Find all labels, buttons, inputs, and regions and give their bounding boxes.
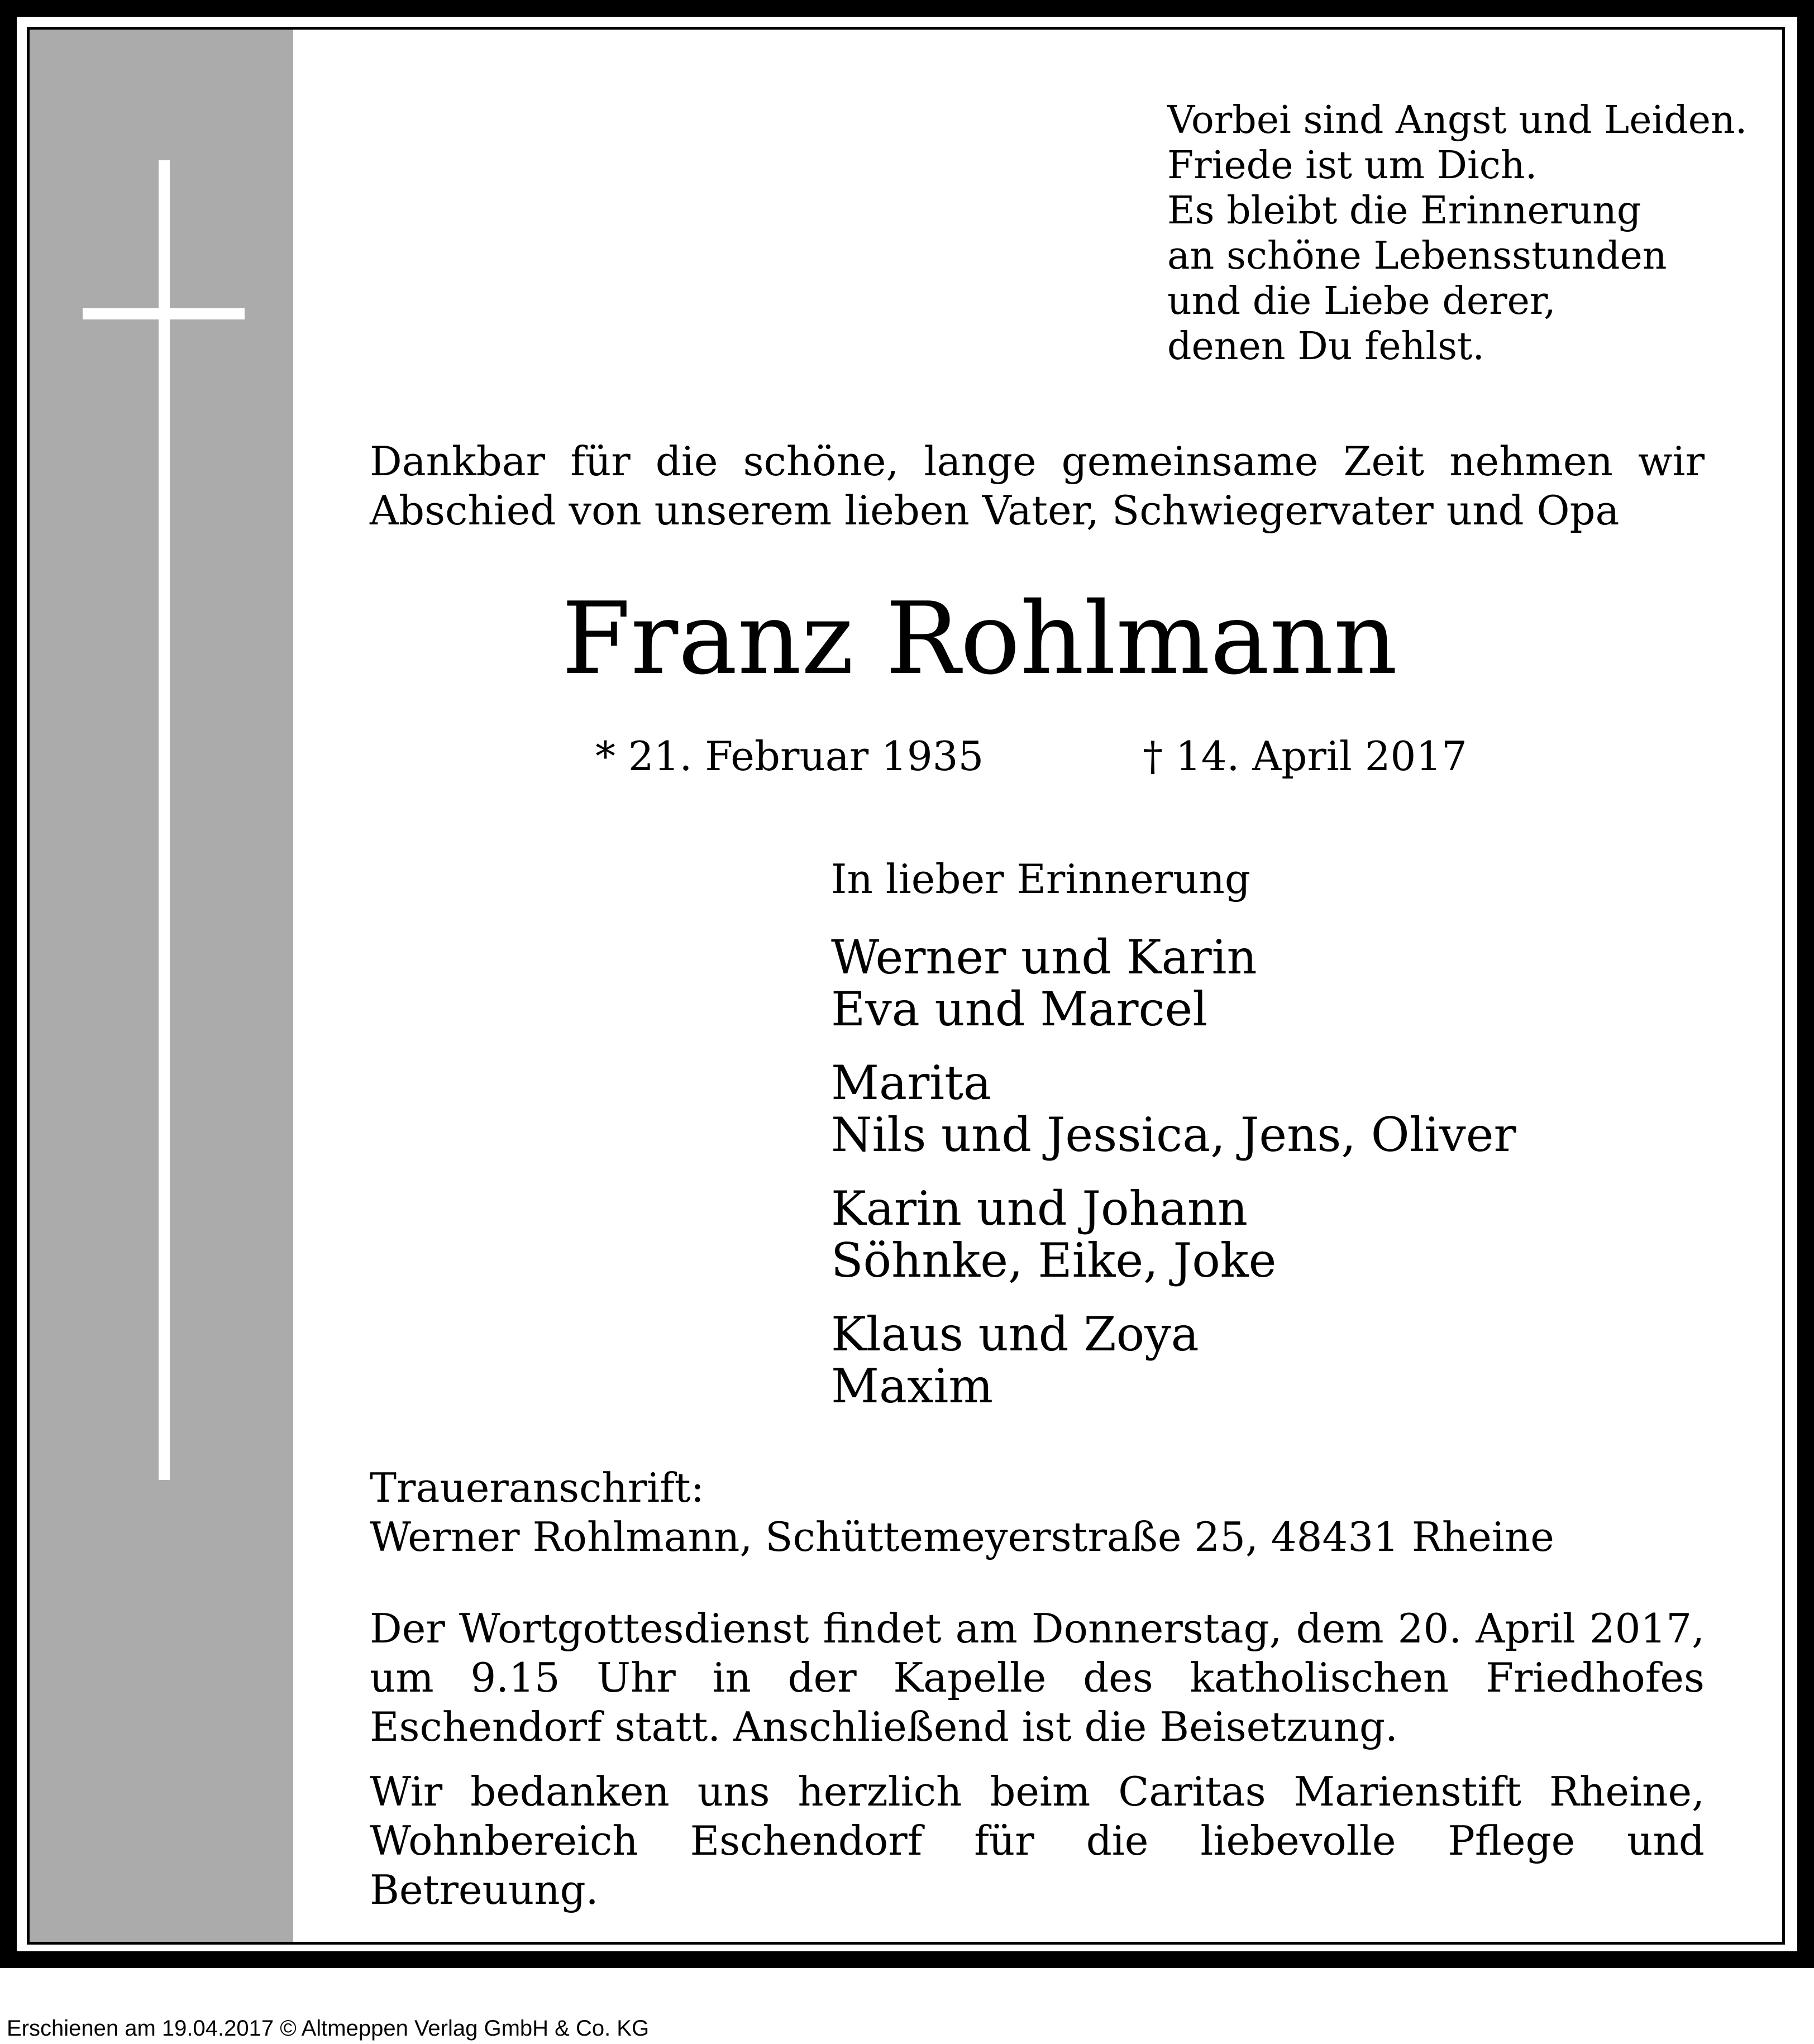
publication-footer: Erschienen am 19.04.2017 © Altmeppen Verlag GmbH & Co. KG xyxy=(7,2016,650,2041)
family-group: Karin und Johann Söhnke, Eike, Joke xyxy=(831,1181,1277,1288)
service-info: Der Wortgottesdienst findet am Donnerstag, dem 20. April 2017, um 9.15 Uhr in der Kapelle des katholischen Friedhofes Eschendorf statt. Anschließend ist die Beisetzung. xyxy=(370,1605,1705,1750)
thanks-text: Wir bedanken uns herzlich beim Caritas Marienstift Rheine, Wohnbereich Eschendorf für die liebevolle Pflege und Betreuung. xyxy=(370,1768,1705,1913)
family-group: Werner und Karin Eva und Marcel xyxy=(831,930,1257,1037)
birth-date: * 21. Februar 1935 xyxy=(595,733,984,780)
family-group: Marita Nils und Jessica, Jens, Oliver xyxy=(831,1056,1516,1162)
mourning-address: Werner Rohlmann, Schüttemeyerstraße 25, 48431 Rheine xyxy=(370,1513,1554,1560)
poem: Vorbei sind Angst und Leiden. Friede ist um Dich. Es bleibt die Erinnerung an schöne Lebensstunden und die Liebe derer, denen Du fehlst. xyxy=(1167,98,1748,369)
address-label: Traueranschrift: xyxy=(370,1464,704,1511)
cross-icon-horizontal-beam xyxy=(83,308,245,319)
family-group: Klaus und Zoya Maxim xyxy=(831,1307,1199,1413)
death-date: † 14. April 2017 xyxy=(1143,733,1467,780)
family-heading: In lieber Erinnerung xyxy=(831,856,1250,902)
deceased-name: Franz Rohlmann xyxy=(561,581,1398,696)
cross-icon-vertical-beam xyxy=(159,160,170,1480)
intro-text: Dankbar für die schöne, lange gemeinsame Zeit nehmen wir Abschied von unserem lieben Vater, Schwiegervater und Opa xyxy=(370,438,1705,534)
